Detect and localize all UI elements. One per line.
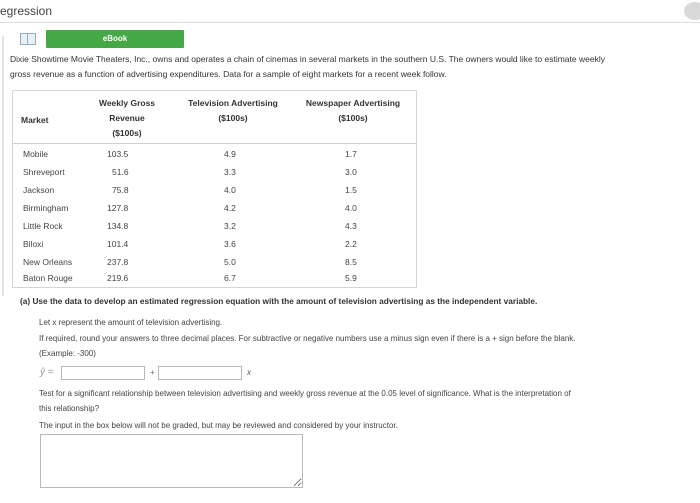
book-icon — [20, 33, 36, 45]
cell-market: Baton Rouge — [23, 273, 73, 283]
scroll-edge-icon[interactable] — [684, 2, 700, 20]
cell-tv: 3.2 — [224, 221, 236, 231]
col-header-revenue-2: Revenue — [109, 113, 145, 123]
cell-news: 2.2 — [345, 239, 357, 249]
cell-revenue: 103.5 — [107, 149, 129, 159]
col-header-tv-2: ($100s) — [218, 113, 248, 123]
grading-note: The input in the box below will not be graded, but may be reviewed and considered by your instructor. — [39, 421, 398, 430]
cell-market: Mobile — [23, 149, 49, 159]
cell-market: Little Rock — [23, 221, 63, 231]
intro-line-1: Dixie Showtime Movie Theaters, Inc., owns and operates a chain of cinemas in several markets in the southern U.S. The owners would like to estimate weekly — [10, 54, 605, 64]
page-title: egression — [0, 4, 53, 18]
cell-market: Shreveport — [23, 167, 65, 177]
page-header — [0, 0, 700, 23]
cell-tv: 3.6 — [224, 239, 236, 249]
cell-market: New Orleans — [23, 257, 73, 267]
cell-tv: 6.7 — [224, 273, 236, 283]
cell-revenue: 219.6 — [107, 273, 129, 283]
data-table — [12, 90, 417, 288]
cell-tv: 4.0 — [224, 185, 236, 195]
cell-tv: 4.2 — [224, 203, 236, 213]
ebook-button[interactable]: eBook — [46, 30, 184, 48]
rounding-instructions: If required, round your answers to three decimal places. For subtractive or negative numbers use a minus sign even if there is a + sign before the blank. — [39, 334, 576, 343]
test-question-line-2: this relationship? — [39, 404, 100, 413]
part-a-heading: (a) Use the data to develop an estimated regression equation with the amount of television advertising as the independent variable. — [20, 296, 538, 306]
let-x-text: Let x represent the amount of television advertising. — [39, 318, 223, 327]
test-question-line-1: Test for a significant relationship between television advertising and weekly gross revenue at the 0.05 level of significance. What is the interpretation of — [39, 389, 571, 398]
cell-tv: 4.9 — [224, 149, 236, 159]
problem-intro — [10, 52, 700, 82]
intro-line-2: gross revenue as a function of advertising expenditures. Data for a sample of eight markets for a recent week follow. — [10, 69, 447, 79]
slope-input[interactable] — [158, 366, 242, 380]
cell-revenue: 127.8 — [107, 203, 129, 213]
cell-tv: 3.3 — [224, 167, 236, 177]
cell-news: 1.5 — [345, 185, 357, 195]
cell-revenue: 237.8 — [107, 257, 129, 267]
col-header-tv-1: Television Advertising — [188, 98, 278, 108]
cell-news: 3.0 — [345, 167, 357, 177]
col-header-revenue-3: ($100s) — [112, 128, 142, 138]
col-header-market: Market — [21, 115, 49, 125]
cell-news: 5.9 — [345, 273, 357, 283]
example-text: (Example: -300) — [39, 349, 96, 358]
cell-revenue: 134.8 — [107, 221, 129, 231]
plus-sign: + — [150, 368, 155, 377]
cell-revenue: 101.4 — [107, 239, 129, 249]
intercept-input[interactable] — [61, 366, 145, 380]
cell-news: 4.0 — [345, 203, 357, 213]
response-textbox[interactable] — [40, 434, 303, 488]
header-divider — [13, 143, 416, 144]
col-header-news-2: ($100s) — [338, 113, 368, 123]
cell-news: 1.7 — [345, 149, 357, 159]
ebook-bar — [20, 30, 184, 48]
x-variable: x — [247, 368, 251, 377]
y-hat-symbol: ŷ = — [40, 367, 54, 378]
cell-news: 4.3 — [345, 221, 357, 231]
cell-market: Biloxi — [23, 239, 44, 249]
col-header-revenue-1: Weekly Gross — [98, 98, 156, 108]
col-header-news-1: Newspaper Advertising — [305, 98, 401, 108]
left-divider — [2, 36, 4, 296]
cell-market: Birmingham — [23, 203, 69, 213]
cell-revenue: 51.6 — [112, 167, 129, 177]
cell-news: 8.5 — [345, 257, 357, 267]
cell-tv: 5.0 — [224, 257, 236, 267]
cell-revenue: 75.8 — [112, 185, 129, 195]
cell-market: Jackson — [23, 185, 55, 195]
